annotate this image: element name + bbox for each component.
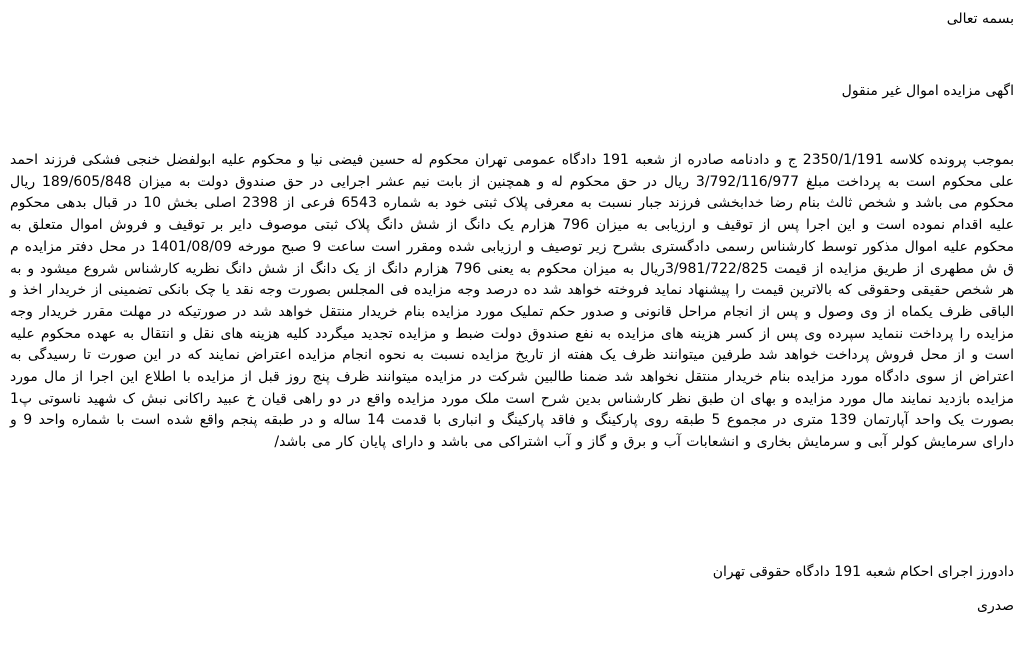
notice-title: اگهی مزایده اموال غیر منقول [841,83,1014,99]
notice-body-paragraph: بموجب پرونده کلاسه 2350/1/191 ج و دادنامه صادره از شعبه 191 دادگاه عمومی تهران محکوم له حسین فیضی نیا و محکوم علیه ابولفضل خنجی فشکی فرزند احمد علی محکوم است به پرداخت مبلغ 3/792/116/977 ریال در حق محکوم له و همچنین از بابت نیم عشر اجرایی در حق صندوق دولت به میزان 189/605/848 ریال محکوم می باشد و شخص ثالث بنام رضا خدابخشی فرزند جبار نسبت به معرفی پلاک ثبتی خود به شماره 6543 فرعی از 2398 اصلی بخش 10 در قبال بدهی محکوم علیه اقدام نموده است و این اجرا پس از توقیف و ارزیابی به میزان 796 هزارم یک دانگ از شش دانگ پلاک ثبتی موصوف دایر بر توقیف و فروش اموال متعلق به محکوم علیه اموال مذکور توسط کارشناس رسمی دادگستری بشرح زیر توصیف و ارزیابی شده ومقرر است ساعت 9 صبح مورخه 1401/08/09 در محل دفتر مزایده م ق ش مطهری از طریق مزایده از قیمت 3/981/722/825ریال به میزان محکوم به یعنی 796 هزارم دانگ از یک دانگ از شش دانگ نظریه کارشناس شروع میشود و به هر شخص حقیقی وحقوقی که بالاترین قیمت را پیشنهاد نماید فروخته خواهد شد ده درصد وجه مزایده فی المجلس بصورت وجه نقد یا چک بانکی تضمینی از خریدار اخذ و الباقی ظرف یکماه از وی وصول و پس از انجام مراحل قانونی و صدور حکم تملیک مورد مزایده بنام خریدار منتقل خواهد شد در صورتیکه در مهلت مقرر خریدار وجه مزایده را پرداخت ننماید سپرده وی پس از کسر هزینه های مزایده به نفع صندوق دولت ضبط و مزایده تجدید میگردد کلیه هزینه های نقل و انتقال به عهده محکوم علیه است و از محل فروش پرداخت خواهد شد طرفین میتوانند ظرف یک هفته از تاریخ مزایده نسبت به نحوه انجام مزایده اعتراض نمایند که در این صورت تا رسیدگی به اعتراض از سوی دادگاه مورد مزایده بنام خریدار منتقل نخواهد شد ضمنا طالبین شرکت در مزایده میتوانند ظرف پنج روز قبل از مزایده با اطلاع این اجرا از مال مورد مزایده بازدید نمایند مال مورد مزایده و بهای ان طبق نظر کارشناس بدین شرح است ملک مورد مزایده واقع در دو راهی قیان خ عبید راکانی نبش ک شهید ناسوتی پ1 بصورت یک واحد آپارتمان 139 متری در مجموع 5 طبقه روی پارکینگ و فاقد پارکینگ و انباری با قدمت 14 ساله و در طبقه پنجم واقع شده است با شماره واحد 9 و دارای سرمایش کولر آبی و سرمایش بخاری و انشعابات آب و برق و گاز و آب اشتراکی می باشد و دارای پایان کار می باشد/ [10,152,1015,451]
issuer-name: صدری [977,598,1014,614]
signer-line: دادورز اجرای احکام شعبه 191 دادگاه حقوقی تهران [712,564,1014,580]
bismillah-heading: بسمه تعالی [946,11,1014,27]
